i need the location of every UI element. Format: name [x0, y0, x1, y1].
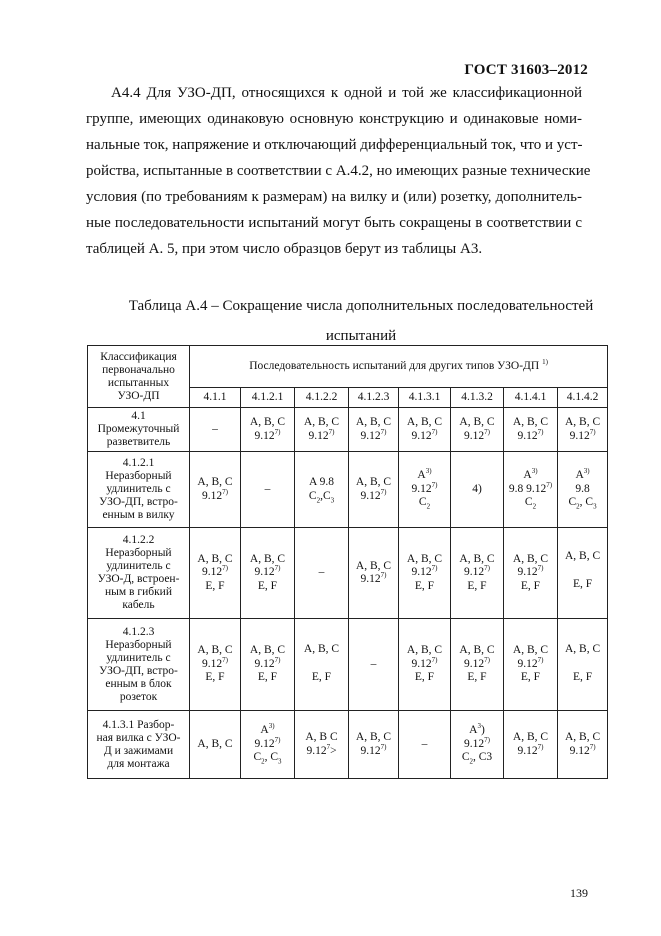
row-header-text: 4.1.2.3: [122, 625, 155, 638]
cell-text: A, B, C: [459, 644, 495, 657]
cell-text: 9.12: [517, 744, 538, 757]
table-row: [88, 452, 608, 528]
cell-text: ): [480, 724, 485, 737]
footnote-ref: 7): [431, 564, 438, 573]
cell-text: 9.12: [202, 489, 223, 502]
footnote-ref: 3: [477, 722, 481, 731]
row-header-text: удлинитель с: [106, 651, 171, 664]
footnote-ref: 7): [222, 487, 228, 496]
cell-text: 9.12: [517, 657, 538, 670]
row-header-text: ным в гибкий: [105, 586, 172, 598]
footnote-ref: 1): [542, 357, 548, 366]
row-header: [88, 528, 190, 619]
table-cell: [190, 619, 241, 711]
table-cell: [399, 619, 451, 711]
table-cell: [558, 711, 608, 779]
cell-text: A, B, C: [564, 643, 601, 655]
footnote-ref: 3): [583, 467, 590, 476]
table-cell: [504, 711, 558, 779]
table-cell: [349, 711, 399, 779]
cell-text: 9.12: [202, 566, 223, 579]
table-cell: [399, 452, 451, 528]
cell-text: 9.12: [306, 744, 327, 757]
row-header-text: УЗО-ДП, встро-: [99, 496, 178, 508]
row-header-text: удлинитель с: [106, 560, 171, 572]
table-cell: [349, 619, 399, 711]
table-cell: [558, 619, 608, 711]
footnote-ref: 7): [537, 564, 544, 573]
table-cell: [399, 711, 451, 779]
table-row: [88, 528, 608, 619]
row-header-text: Неразборный: [105, 470, 172, 482]
row-header-text: удлинитель с: [106, 483, 171, 495]
cell-text: E, F: [572, 577, 593, 590]
table-cell: [504, 408, 558, 452]
row-header: [88, 452, 190, 528]
cell-text: 9.12: [254, 737, 275, 750]
classification-header: [88, 346, 190, 408]
footnote-ref: 7): [537, 742, 544, 751]
cell-text: >: [330, 744, 337, 757]
cell-text: C: [253, 751, 262, 764]
table-cell: [295, 452, 349, 528]
cell-text: 9.12: [569, 744, 590, 757]
cell-text: A: [260, 724, 269, 737]
table-cell: [558, 528, 608, 619]
table-caption-line: испытаний: [325, 328, 397, 344]
cell-text: E, F: [467, 671, 487, 684]
table-row: [88, 619, 608, 711]
cell-text: A 9.8: [309, 476, 334, 488]
cell-text: 9.12: [411, 482, 432, 495]
cell-text: A, B, C: [564, 731, 601, 743]
footnote-ref: 7): [222, 655, 228, 664]
footnote-ref: 7): [484, 564, 490, 573]
row-header-text: 4.1.2.2: [122, 534, 155, 546]
table-cell: [451, 452, 504, 528]
table-cell: [241, 528, 295, 619]
test-sequence-table: [87, 345, 608, 779]
footnote-ref: 7): [274, 564, 281, 573]
footnote-ref: 7): [546, 480, 553, 489]
document-header: ГОСТ 31603–2012: [464, 62, 588, 78]
subscript: 3: [330, 495, 335, 504]
cell-text: A, B, C: [197, 552, 233, 565]
paragraph-a44: [86, 80, 591, 262]
cell-text: A, B, C: [406, 416, 443, 428]
row-header: [88, 711, 190, 779]
row-header-text: Д и зажимами: [103, 744, 174, 757]
footnote-ref: 7): [484, 655, 490, 664]
cell-text: , C: [264, 751, 279, 764]
column-header: 4.1.2.3: [349, 388, 399, 408]
cell-text: E, F: [257, 671, 278, 684]
row-header-text: разветвитель: [106, 436, 171, 448]
subscript: 2: [426, 502, 431, 511]
cell-text: A, B, C: [406, 552, 443, 565]
cell-text: A, B, C: [564, 550, 601, 562]
cell-text: A, B, C: [512, 552, 549, 565]
footnote-ref: 3): [268, 722, 275, 731]
row-header-text: Неразборный: [105, 547, 172, 559]
header-text: Классификация: [100, 350, 177, 363]
cell-text: –: [318, 566, 325, 579]
table-cell: [295, 619, 349, 711]
column-header: 4.1.4.2: [558, 388, 608, 408]
cell-text: 9.12: [464, 737, 485, 750]
cell-text: A, B, C: [512, 416, 549, 428]
row-header: [88, 408, 190, 452]
cell-text: A, B, C: [197, 737, 233, 750]
footnote-ref: 7): [380, 742, 387, 751]
footnote-ref: 7): [589, 427, 596, 436]
cell-text: 9.12: [464, 429, 485, 442]
cell-text: A, B, C: [249, 644, 286, 657]
cell-text: E, F: [257, 579, 278, 592]
header-text: испытанных: [107, 376, 170, 389]
table-cell: [190, 408, 241, 452]
cell-text: A, B, C: [512, 644, 549, 657]
table-cell: [399, 528, 451, 619]
cell-text: A, B, C: [303, 416, 340, 428]
footnote-ref: 7): [589, 742, 596, 751]
cell-text: A, B, C: [355, 731, 392, 743]
cell-text: 9.12: [411, 566, 432, 579]
cell-text: A, B, C: [197, 476, 233, 488]
cell-text: A, B, C: [197, 644, 233, 657]
cell-text: C: [524, 496, 533, 509]
cell-text: 9.12: [254, 429, 275, 442]
row-header-text: для монтажа: [107, 757, 170, 770]
cell-text: 9.12: [464, 566, 485, 579]
cell-text: 9.12: [202, 657, 223, 670]
cell-text: E, F: [520, 671, 541, 684]
cell-text: C: [418, 496, 427, 509]
table-cell: [241, 619, 295, 711]
cell-text: A, B, C: [355, 559, 392, 572]
row-header-text: кабель: [122, 599, 155, 611]
column-header: 4.1.1: [190, 388, 241, 408]
footnote-ref: 7): [328, 427, 335, 436]
footnote-ref: 7): [274, 427, 281, 436]
subscript: 2: [532, 502, 537, 511]
cell-text: E, F: [520, 579, 541, 592]
column-header: 4.1.3.2: [451, 388, 504, 408]
cell-text: , C: [579, 496, 594, 509]
table-cell: [241, 408, 295, 452]
header-text: Последовательность испытаний для других типов УЗО-ДП: [249, 359, 540, 372]
subscript: 3: [278, 757, 282, 766]
sequence-group-header: [190, 346, 608, 388]
footnote-ref: 7): [380, 487, 387, 496]
cell-text: A, B, C: [406, 644, 443, 657]
table-cell: [451, 408, 504, 452]
table-cell: [558, 452, 608, 528]
row-header: [88, 619, 190, 711]
cell-text: A, B, C: [355, 476, 392, 488]
subscript: 2: [261, 757, 265, 766]
table-cell: [349, 408, 399, 452]
cell-text: 9.12: [360, 429, 381, 442]
paragraph-line: условия (по требованиям к размерам) на вилку и (или) розетку, дополнитель-: [86, 189, 582, 205]
footnote-ref: 7): [431, 427, 438, 436]
table-cell: [451, 619, 504, 711]
row-header-text: 4.1: [131, 410, 146, 422]
cell-text: E, F: [414, 671, 435, 684]
footnote-ref: 3): [531, 467, 538, 476]
footnote-ref: 7): [537, 655, 544, 664]
table-cell: [349, 528, 399, 619]
cell-text: 9.12: [254, 657, 275, 670]
cell-text: E, F: [205, 579, 225, 592]
table-cell: [349, 452, 399, 528]
footnote-ref: 7): [431, 655, 438, 664]
table-cell: [295, 711, 349, 779]
table-cell: [399, 408, 451, 452]
row-header-text: Неразборный: [105, 638, 172, 651]
cell-text: 9.12: [360, 489, 381, 502]
cell-text: , C3: [473, 751, 493, 764]
cell-text: –: [212, 422, 218, 435]
cell-text: A, B, C: [512, 731, 549, 743]
cell-text: 4): [472, 482, 482, 495]
table-cell: [504, 619, 558, 711]
cell-text: A, B, C: [459, 552, 495, 565]
cell-text: 9.12: [254, 566, 275, 579]
table-caption-line: Таблица А.4 – Сокращение числа дополнительных последовательностей: [128, 298, 594, 314]
cell-text: E, F: [467, 579, 487, 592]
paragraph-line: группе, имеющих одинаковую основную конструкцию и одинаковые номи-: [86, 111, 582, 127]
cell-text: A, B, C: [459, 416, 495, 428]
subscript: 3: [593, 502, 597, 511]
row-header-text: енным в вилку: [102, 509, 175, 521]
row-header-text: Промежуточный: [97, 423, 180, 435]
cell-text: 9.12: [517, 566, 538, 579]
table-caption: [86, 291, 636, 351]
table-cell: [241, 452, 295, 528]
cell-text: 9.8 9.12: [508, 482, 547, 495]
footnote-ref: 7): [484, 735, 490, 744]
cell-text: 9.12: [308, 429, 329, 442]
row-header-text: енным в блок: [105, 677, 172, 690]
footnote-ref: 7: [326, 742, 331, 751]
table-cell: [504, 528, 558, 619]
column-header: 4.1.4.1: [504, 388, 558, 408]
cell-text: 9.12: [411, 657, 432, 670]
table-row: [88, 408, 608, 452]
header-text: первоначально: [102, 363, 175, 376]
cell-text: E, F: [414, 579, 435, 592]
column-header: 4.1.2.1: [241, 388, 295, 408]
cell-text: A: [469, 724, 478, 737]
cell-text: A, B, C: [303, 643, 340, 655]
table-cell: [451, 528, 504, 619]
cell-text: 9.12: [360, 744, 381, 757]
row-header-text: 4.1.3.1 Разбор-: [102, 718, 175, 731]
footnote-ref: 7): [537, 427, 544, 436]
row-header-text: УЗО-ДП, встро-: [99, 664, 178, 677]
paragraph-line: ройства, испытанные в соответствии с А.4.2, но имеющих разные технические: [86, 163, 591, 179]
subscript: 2: [316, 495, 321, 504]
paragraph-line: А4.4 Для УЗО-ДП, относящихся к одной и той же классификационной: [111, 85, 582, 101]
footnote-ref: 7): [380, 427, 387, 436]
cell-text: C: [461, 751, 470, 764]
row-header-text: УЗО-Д, встроен-: [97, 573, 180, 585]
cell-text: A, B, C: [249, 416, 286, 428]
row-header-text: 4.1.2.1: [122, 457, 155, 469]
cell-text: 9.12: [569, 429, 590, 442]
footnote-ref: 7): [274, 655, 281, 664]
paragraph-line: таблицей А. 5, при этом число образцов берут из таблицы А3.: [86, 241, 483, 257]
table-row: [88, 711, 608, 779]
table-cell: [558, 408, 608, 452]
cell-text: A: [523, 469, 532, 482]
cell-text: A, B, C: [249, 552, 286, 565]
row-header-text: ная вилка с УЗО-: [96, 731, 181, 744]
table-cell: [190, 528, 241, 619]
cell-text: A, B, C: [564, 416, 601, 428]
row-header-text: розеток: [119, 690, 158, 703]
cell-text: –: [421, 737, 428, 750]
header-text: УЗО-ДП: [117, 389, 160, 402]
footnote-ref: 7): [274, 735, 281, 744]
cell-text: C: [568, 496, 577, 509]
table-cell: [190, 711, 241, 779]
footnote-ref: 3): [425, 467, 432, 476]
footnote-ref: 7): [484, 427, 490, 436]
column-header: 4.1.2.2: [295, 388, 349, 408]
subscript: 2: [576, 502, 580, 511]
cell-text: –: [370, 657, 377, 670]
table-cell: [241, 711, 295, 779]
cell-text: A: [575, 469, 584, 482]
cell-text: ,C: [320, 489, 331, 502]
cell-text: 9.12: [464, 657, 485, 670]
cell-text: A, B, C: [355, 416, 392, 428]
cell-text: 9.8: [575, 482, 590, 495]
cell-text: A: [417, 469, 426, 482]
cell-text: 9.12: [517, 429, 538, 442]
table-cell: [190, 452, 241, 528]
cell-text: –: [264, 482, 271, 495]
paragraph-line: нальные ток, напряжение и отключающий дифференциальный ток, что и уст-: [86, 137, 583, 153]
table-cell: [504, 452, 558, 528]
cell-text: E, F: [205, 671, 225, 684]
footnote-ref: 7): [380, 571, 387, 580]
footnote-ref: 7): [222, 564, 228, 573]
table-cell: [295, 528, 349, 619]
subscript: 2: [469, 757, 473, 766]
cell-text: A, B C: [305, 731, 338, 743]
table-cell: [451, 711, 504, 779]
paragraph-line: ные последовательности испытаний могут быть сокращены в соответствии с: [86, 215, 582, 231]
cell-text: E, F: [311, 670, 332, 683]
page-number: 139: [570, 886, 588, 900]
cell-text: 9.12: [411, 429, 432, 442]
footnote-ref: 7): [431, 480, 438, 489]
column-header: 4.1.3.1: [399, 388, 451, 408]
cell-text: C: [308, 489, 317, 502]
cell-text: 9.12: [360, 573, 381, 585]
cell-text: E, F: [572, 670, 593, 683]
table-cell: [295, 408, 349, 452]
